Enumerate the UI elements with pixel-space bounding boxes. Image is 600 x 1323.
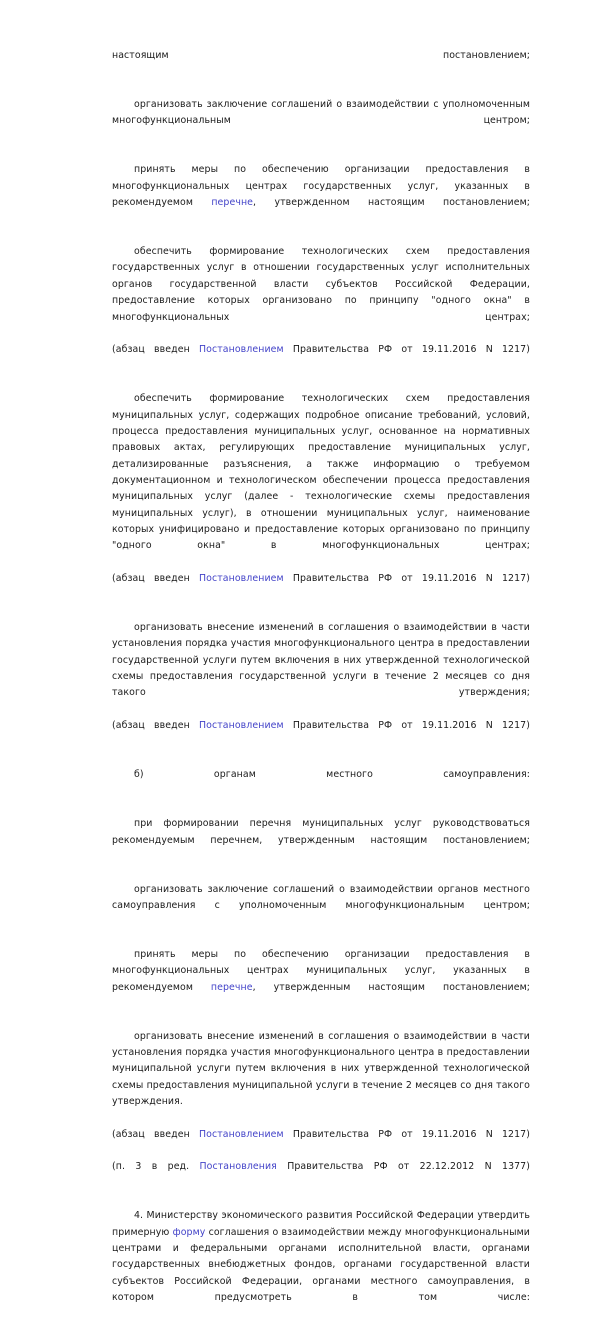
paragraph-text: организовать заключение соглашений о взаимодействии с уполномоченным многофункциональным центром; — [112, 99, 530, 127]
paragraph-b4 — [112, 244, 530, 342]
paragraph-text: (абзац введен — [112, 720, 199, 732]
paragraph-b6 — [112, 391, 530, 571]
paragraph-spacer — [112, 751, 530, 767]
paragraph-spacer — [112, 228, 530, 244]
paragraph-spacer — [112, 931, 530, 947]
paragraph-b15 — [112, 1127, 530, 1160]
paragraph-text: соглашения о взаимодействии между многофункциональными центрами и федеральными органами исполнительной власти, органами государственных внебюджетных фондов, органами государственной власти субъектов Российской Федерации, органами местного самоуправления, в котором предусмотреть в том числе: — [112, 1226, 530, 1304]
link-perechne-1[interactable]: перечне — [211, 197, 254, 209]
paragraph-text: Правительства РФ от 22.12.2012 N 1377) — [276, 1161, 530, 1173]
paragraph-b17 — [112, 1208, 530, 1322]
link-postanovlenie-1[interactable]: Постановлением — [198, 344, 284, 356]
paragraph-text: настоящим постановлением; — [112, 50, 530, 61]
link-forma[interactable]: форму — [172, 1226, 206, 1238]
document-body — [112, 48, 530, 1323]
paragraph-text: (абзац введен — [112, 1128, 199, 1140]
paragraph-text: при формировании перечня муниципальных услуг руководствоваться рекомендуемым перечнем, утвержденным настоящим постановлением; — [112, 818, 530, 846]
paragraph-b16 — [112, 1159, 530, 1192]
link-postanovlenie-3[interactable]: Постановлением — [198, 720, 284, 732]
paragraph-text: организовать заключение соглашений о взаимодействии органов местного самоуправления с уполномоченным многофункциональным центром; — [112, 883, 530, 911]
link-postanovlenie-5[interactable]: Постановления — [199, 1161, 277, 1173]
paragraph-spacer — [112, 146, 530, 162]
paragraph-b12 — [112, 882, 530, 931]
paragraph-text: Правительства РФ от 19.11.2016 N 1217) — [283, 1128, 530, 1140]
paragraph-text: , утвержденным настоящим постановлением; — [252, 981, 531, 993]
paragraph-spacer — [112, 865, 530, 881]
link-postanovlenie-4[interactable]: Постановлением — [198, 1128, 284, 1140]
paragraph-b2 — [112, 97, 530, 146]
paragraph-spacer — [112, 800, 530, 816]
paragraph-text: организовать внесение изменений в соглашения о взаимодействии в части установления порядка участия многофункционального центра в предоставлении государственной услуги путем включения в них утвержденной технологической схемы предоставления государственной услуги в течение 2 месяцев со дня такого утверждения; — [112, 622, 530, 699]
paragraph-text: (абзац введен — [112, 573, 199, 584]
paragraph-text: организовать внесение изменений в соглашения о взаимодействии в части установления порядка участия многофункционального центра в предоставлении муниципальной услуги путем включения в них утвержденной технологической схемы предоставления муниципальной услуги в течение 2 месяцев со дня такого утверждения. — [112, 1030, 530, 1107]
paragraph-b14 — [112, 1029, 530, 1127]
paragraph-b8 — [112, 620, 530, 718]
paragraph-text: обеспечить формирование технологических схем предоставления государственных услуг в отношении государственных услуг исполнительных органов государственной власти субъектов Российской Федерации, предоставление которых организовано по принципу "одного окна" в многофункциональных центрах; — [112, 246, 530, 323]
paragraph-b7 — [112, 571, 530, 604]
paragraph-text: , утвержденном настоящим постановлением; — [253, 197, 530, 209]
paragraph-b9 — [112, 718, 530, 751]
paragraph-b13 — [112, 947, 530, 1012]
link-perechne-2[interactable]: перечне — [210, 981, 253, 993]
paragraph-text: принять меры по обеспечению организации предоставления в многофункциональных центрах муниципальных услуг, указанных в рекомендуемом — [112, 948, 530, 993]
paragraph-text: Правительства РФ от 19.11.2016 N 1217) — [283, 344, 530, 356]
link-postanovlenie-2[interactable]: Постановлением — [198, 573, 284, 584]
paragraph-text: (п. 3 в ред. — [112, 1161, 200, 1173]
paragraph-text: Правительства РФ от 19.11.2016 N 1217) — [283, 573, 530, 584]
paragraph-spacer — [112, 375, 530, 391]
paragraph-text: принять меры по обеспечению организации предоставления в многофункциональных центрах государственных услуг, указанных в рекомендуемом — [112, 164, 530, 209]
paragraph-text: б) органам местного самоуправления: — [134, 769, 530, 781]
paragraph-spacer — [112, 81, 530, 97]
paragraph-spacer — [112, 1192, 530, 1208]
paragraph-spacer — [112, 1012, 530, 1028]
paragraph-text: (абзац введен — [112, 344, 199, 356]
paragraph-text: обеспечить формирование технологических схем предоставления муниципальных услуг, содержащих подробное описание требований, условий, процесса предоставления муниципальных услуг, основанное на нормативных правовых актах, регулирующих предоставление муниципальных услуг, детализированные разъяснения, а также информацию о требуемом документационном и технологическом обеспечении процесса предоставления муниципальных услуг (далее - технологические схемы предоставления муниципальных услуг), в отношении муниципальных услуг, наименование которых унифицировано и предоставление которых организовано по принципу "одного окна" в многофункциональных центрах; — [112, 393, 530, 552]
paragraph-b11 — [112, 816, 530, 865]
paragraph-b10 — [112, 767, 530, 800]
paragraph-b3 — [112, 162, 530, 227]
paragraph-b1 — [112, 48, 530, 81]
paragraph-text: Правительства РФ от 19.11.2016 N 1217) — [283, 720, 530, 732]
paragraph-spacer — [112, 604, 530, 620]
paragraph-b5 — [112, 342, 530, 375]
paragraph-text: 4. Министерству экономического развития Российской Федерации утвердить примерную — [112, 1210, 530, 1238]
